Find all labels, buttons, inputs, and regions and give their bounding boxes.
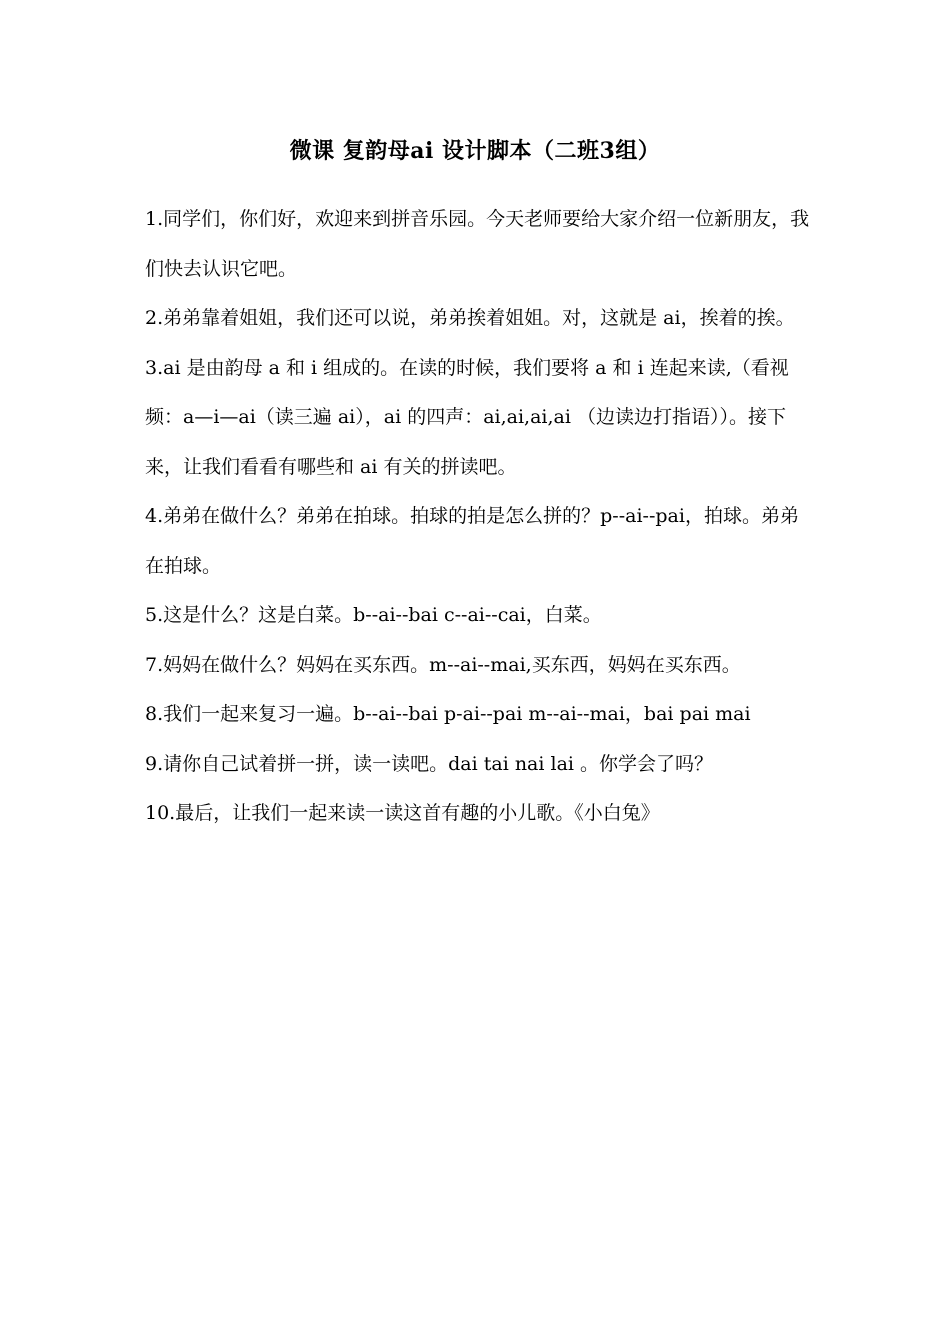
paragraph-5: 5.这是什么？这是白菜。b--ai--bai c--ai--cai，白菜。 <box>145 604 602 626</box>
paragraph-9: 9.请你自己试着拼一拼，读一读吧。dai tai nai lai 。你学会了吗？ <box>145 752 714 775</box>
paragraph-7: 7.妈妈在做什么？妈妈在买东西。m--ai--mai,买东西，妈妈在买东西。 <box>145 653 741 676</box>
paragraph-4: 4.弟弟在做什么？弟弟在拍球。拍球的拍是怎么拼的？p--ai--pai，拍球。弟弟在拍球。 <box>145 505 799 577</box>
paragraph-10: 10.最后，让我们一起来读一读这首有趣的小儿歌。《小白兔》 <box>145 802 660 824</box>
paragraph-1: 1.同学们，你们好，欢迎来到拼音乐园。今天老师要给大家介绍一位新朋友，我们快去认识它吧。 <box>145 208 810 280</box>
paragraph-2: 2.弟弟靠着姐姐，我们还可以说，弟弟挨着姐姐。对，这就是 ai，挨着的挨。 <box>145 307 795 329</box>
paragraph-8: 8.我们一起来复习一遍。b--ai--bai p-ai--pai m--ai--mai，bai pai mai <box>145 703 751 725</box>
document-title: 微课 复韵母ai 设计脚本（二班3组） <box>289 138 661 164</box>
document-body <box>145 195 815 839</box>
paragraph-3: 3.ai 是由韵母 a 和 i 组成的。在读的时候，我们要将 a 和 i 连起来读,（看视频：a—i—ai（读三遍 ai），ai 的四声：ai,ai,ai,ai （边读边打指语））。接下来，让我们看看有哪些和 ai 有关的拼读吧。 <box>145 356 789 478</box>
